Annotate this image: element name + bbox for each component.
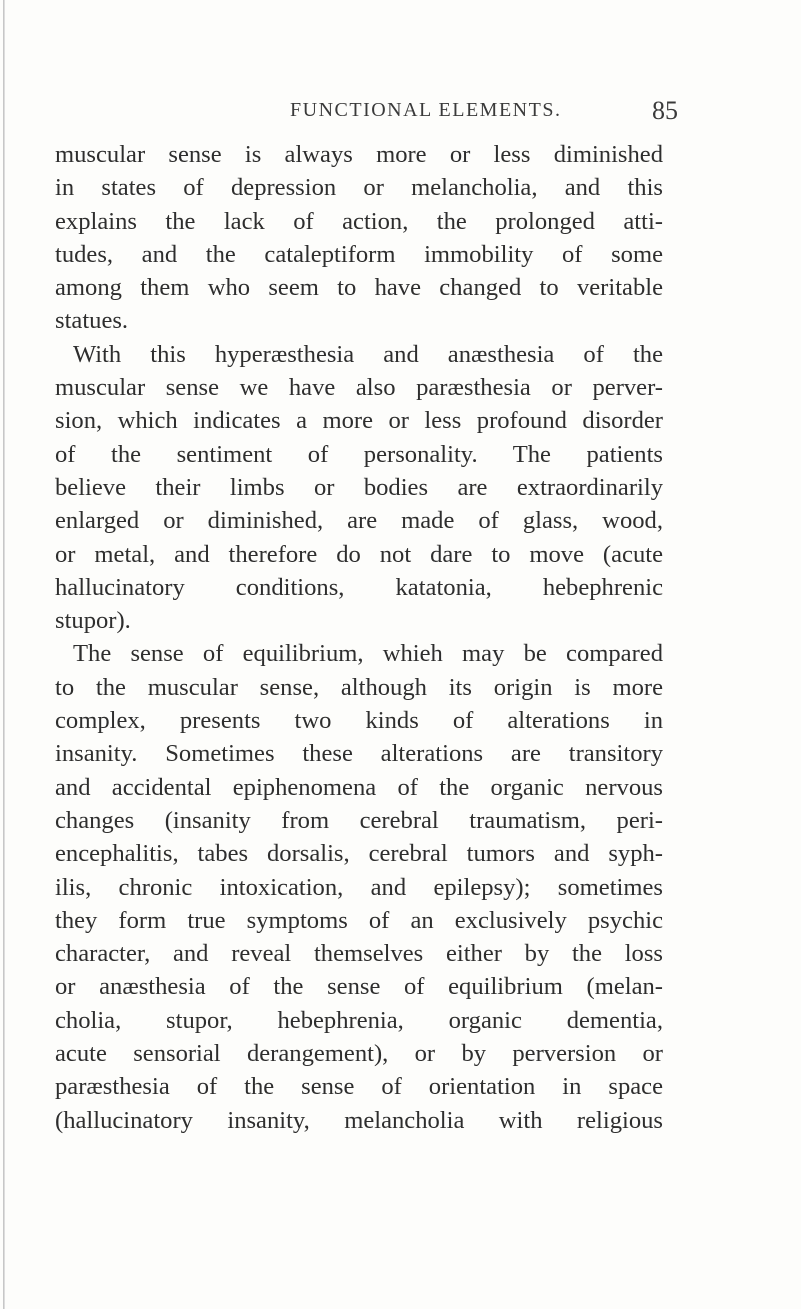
page-gutter-edge [3,0,5,1309]
text-line: or anæsthesia of the sense of equilibrium (melan- [55,973,663,1001]
paragraph-first-line: The sense of equilibrium, whieh may be compared [73,640,663,668]
text-line: hallucinatory conditions, katatonia, hebephrenic [55,573,663,601]
text-line: muscular sense is always more or less diminished [55,141,663,168]
text-line: tudes, and the cataleptiform immobility of some [55,240,663,268]
text-line: among them who seem to have changed to veritable [55,274,663,302]
text-line: statues. [55,307,129,335]
text-line: changes (insanity from cerebral traumatism, peri- [55,806,663,834]
text-line: (hallucinatory insanity, melancholia with religious [55,1106,663,1134]
body-text [55,138,663,1137]
text-line: character, and reveal themselves either by the loss [55,940,663,968]
running-head [0,96,801,139]
text-line: and accidental epiphenomena of the organic nervous [55,773,663,801]
text-line: cholia, stupor, hebephrenia, organic dementia, [55,1006,663,1034]
text-line: explains the lack of action, the prolonged atti- [55,207,663,235]
text-line: believe their limbs or bodies are extraordinarily [55,473,663,501]
text-line: insanity. Sometimes these alterations are transitory [55,740,663,768]
text-line: enlarged or diminished, are made of glass, wood, [55,507,663,535]
text-line: in states of depression or melancholia, and this [55,174,663,202]
text-line: of the sentiment of personality. The patients [55,440,663,468]
text-line: to the muscular sense, although its origin is more [55,673,663,701]
chapter-running-title: FUNCTIONAL ELEMENTS. [290,99,562,121]
text-line: muscular sense we have also paræsthesia or perver- [55,374,663,402]
text-line: ilis, chronic intoxication, and epilepsy); sometimes [55,873,663,901]
text-line: they form true symptoms of an exclusively psychic [55,906,663,934]
text-line: sion, which indicates a more or less profound disorder [55,407,663,435]
text-line: acute sensorial derangement), or by perversion or [55,1040,663,1068]
text-line: complex, presents two kinds of alterations in [55,707,663,735]
paragraph-first-line: With this hyperæsthesia and anæsthesia of the [73,340,663,368]
text-line: paræsthesia of the sense of orientation in space [55,1073,663,1101]
text-line: stupor). [55,607,131,635]
text-line: encephalitis, tabes dorsalis, cerebral tumors and syph- [55,840,663,868]
text-line: or metal, and therefore do not dare to move (acute [55,540,663,568]
page-number: 85 [652,96,678,125]
